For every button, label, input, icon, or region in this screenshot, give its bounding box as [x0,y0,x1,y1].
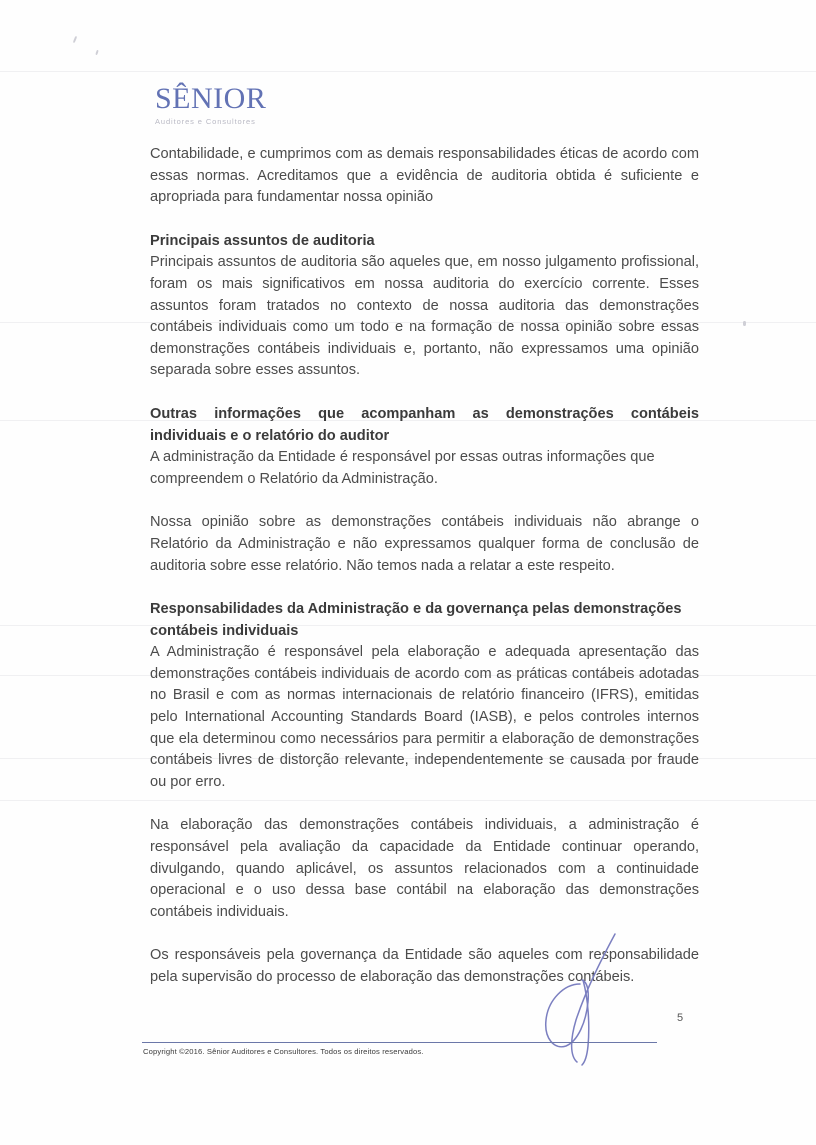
paragraph-governanca: Os responsáveis pela governança da Entidade são aqueles com responsabilidade pela supervisão do processo de elaboração das demonstrações contábeis. [150,947,699,985]
scan-artifact-line [0,71,816,72]
document-body [150,144,699,989]
paragraph-continuidade-operacional: Na elaboração das demonstrações contábeis individuais, a administração é responsável pela avaliação da capacidade da Entidade continuar operando, divulgando, quando aplicável, os assuntos relacionados com a continuidade operacional e o uso dessa base contábil na elaboração das demonstrações contábeis individuais. [150,817,699,920]
scan-artifact-speck [73,36,77,43]
paragraph-opening: Contabilidade, e cumprimos com as demais responsabilidades éticas de acordo com essas normas. Acreditamos que a evidência de auditoria obtida é suficiente e apropriada para fundamentar nossa opinião [150,146,699,206]
scan-artifact-speck [743,321,746,326]
company-tagline: Auditores e Consultores [155,117,256,126]
footer-copyright: Copyright ©2016. Sênior Auditores e Consultores. Todos os direitos reservados. [143,1047,424,1056]
heading-responsabilidades: Responsabilidades da Administração e da governança pelas demonstrações contábeis individuais [150,601,682,639]
footer-divider [142,1042,657,1043]
page-number: 5 [676,1012,684,1024]
heading-outras-informacoes: Outras informações que acompanham as demonstrações contábeis individuais e o relatório do auditor [150,405,699,444]
paragraph-outras-informacoes: A administração da Entidade é responsável por essas outras informações que compreendem o Relatório da Administração. [150,449,655,487]
paragraph-nossa-opiniao: Nossa opinião sobre as demonstrações contábeis individuais não abrange o Relatório da Administração e não expressamos qualquer forma de conclusão de auditoria sobre esse relatório. Não temos nada a relatar a este respeito. [150,514,699,574]
company-name: SÊNIOR [155,82,267,115]
heading-principais-assuntos: Principais assuntos de auditoria [150,232,375,249]
paragraph-responsabilidades: A Administração é responsável pela elaboração e adequada apresentação das demonstrações contábeis individuais de acordo com as práticas contábeis adotadas no Brasil e com as normas internacionais de relatório financeiro (IFRS), emitidas pelo International Accounting Standards Board (IASB), e pelos controles internos que ela determinou como necessários para permitir a elaboração de demonstrações contábeis livres de distorção relevante, independentemente se causada por fraude ou por erro. [150,644,699,790]
paragraph-principais-assuntos: Principais assuntos de auditoria são aqueles que, em nosso julgamento profissional, foram os mais significativos em nossa auditoria do exercício corrente. Esses assuntos foram tratados no contexto de nossa auditoria das demonstrações contábeis individuais como um todo e na formação de nossa opinião sobre essas demonstrações contábeis individuais e, portanto, não expressamos uma opinião separada sobre esses assuntos. [150,254,699,379]
scan-artifact-speck [95,50,98,55]
letterhead-logo [155,84,455,126]
